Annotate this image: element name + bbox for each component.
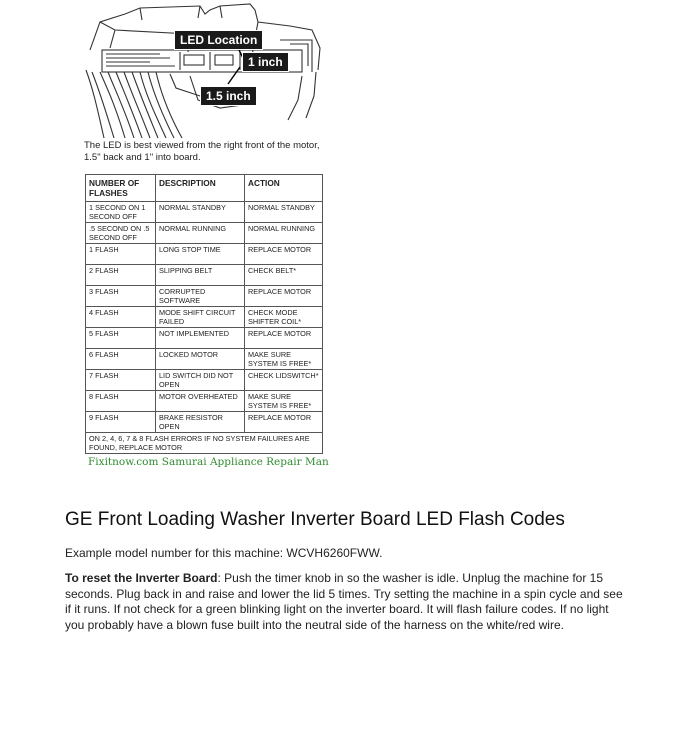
table-footnote-row (86, 433, 323, 454)
table-cell: REPLACE MOTOR (245, 286, 323, 307)
table-cell: MOTOR OVERHEATED (156, 391, 245, 412)
motor-illustration (80, 0, 330, 140)
table-row (86, 244, 323, 265)
table-cell: MAKE SURE SYSTEM IS FREE* (245, 349, 323, 370)
table-cell: REPLACE MOTOR (245, 244, 323, 265)
table-row (86, 223, 323, 244)
table-row (86, 202, 323, 223)
table-cell: 6 FLASH (86, 349, 156, 370)
column-header: ACTION (245, 175, 323, 202)
table-cell: 3 FLASH (86, 286, 156, 307)
table-cell: CHECK BELT* (245, 265, 323, 286)
table-cell: CHECK MODE SHIFTER COIL* (245, 307, 323, 328)
table-cell: REPLACE MOTOR (245, 412, 323, 433)
table-cell: NORMAL STANDBY (245, 202, 323, 223)
table-cell: 4 FLASH (86, 307, 156, 328)
table-cell: 9 FLASH (86, 412, 156, 433)
model-number-line: Example model number for this machine: WCVH6260FWW. (65, 546, 383, 560)
callout-one-inch: 1 inch (242, 52, 289, 72)
table-cell: LOCKED MOTOR (156, 349, 245, 370)
table-cell: 1 SECOND ON 1 SECOND OFF (86, 202, 156, 223)
column-header: DESCRIPTION (156, 175, 245, 202)
table-cell: 7 FLASH (86, 370, 156, 391)
credit-line: Fixitnow.com Samurai Appliance Repair Man (88, 456, 329, 468)
column-header: NUMBER OF FLASHES (86, 175, 156, 202)
reset-label: To reset the Inverter Board (65, 571, 218, 585)
table-cell: 1 FLASH (86, 244, 156, 265)
table-cell: NOT IMPLEMENTED (156, 328, 245, 349)
table-row (86, 328, 323, 349)
reset-text: : Push the timer knob in so the washer is idle. Unplug the machine for 15 seconds. Plug back in and raise and lower the lid 5 times. Try setting the machine in a spin cycle and see if it runs. If not check for a green blinking light on the inverter board. It will flash failure codes. If no light you probably have a blown fuse built into the neutral side of the harness on the white/red wire. (65, 571, 623, 632)
table-cell: SLIPPING BELT (156, 265, 245, 286)
table-row (86, 265, 323, 286)
table-header-row (86, 175, 323, 202)
table-row (86, 307, 323, 328)
callout-led-location: LED Location (174, 30, 263, 50)
reset-instructions (65, 571, 625, 633)
table-cell: 5 FLASH (86, 328, 156, 349)
table-cell: 2 FLASH (86, 265, 156, 286)
table-row (86, 286, 323, 307)
table-cell: NORMAL RUNNING (156, 223, 245, 244)
table-cell: REPLACE MOTOR (245, 328, 323, 349)
table-cell: NORMAL STANDBY (156, 202, 245, 223)
led-caption: The LED is best viewed from the right front of the motor, 1.5" back and 1" into board. (84, 140, 320, 163)
callout-one-point-five-inch: 1.5 inch (200, 86, 257, 106)
table-cell: MAKE SURE SYSTEM IS FREE* (245, 391, 323, 412)
table-row (86, 370, 323, 391)
table-cell: BRAKE RESISTOR OPEN (156, 412, 245, 433)
table-cell: NORMAL RUNNING (245, 223, 323, 244)
table-cell: 8 FLASH (86, 391, 156, 412)
table-cell: CORRUPTED SOFTWARE (156, 286, 245, 307)
flash-codes-table (85, 174, 323, 454)
page-title: GE Front Loading Washer Inverter Board LED Flash Codes (65, 509, 565, 530)
motor-led-diagram (80, 0, 330, 140)
table-cell: LID SWITCH DID NOT OPEN (156, 370, 245, 391)
table-footnote: ON 2, 4, 6, 7 & 8 FLASH ERRORS IF NO SYSTEM FAILURES ARE FOUND, REPLACE MOTOR (86, 433, 323, 454)
table-cell: LONG STOP TIME (156, 244, 245, 265)
table-cell: .5 SECOND ON .5 SECOND OFF (86, 223, 156, 244)
table-row (86, 391, 323, 412)
table-cell: MODE SHIFT CIRCUIT FAILED (156, 307, 245, 328)
table-row (86, 349, 323, 370)
table-cell: CHECK LIDSWITCH* (245, 370, 323, 391)
table-row (86, 412, 323, 433)
